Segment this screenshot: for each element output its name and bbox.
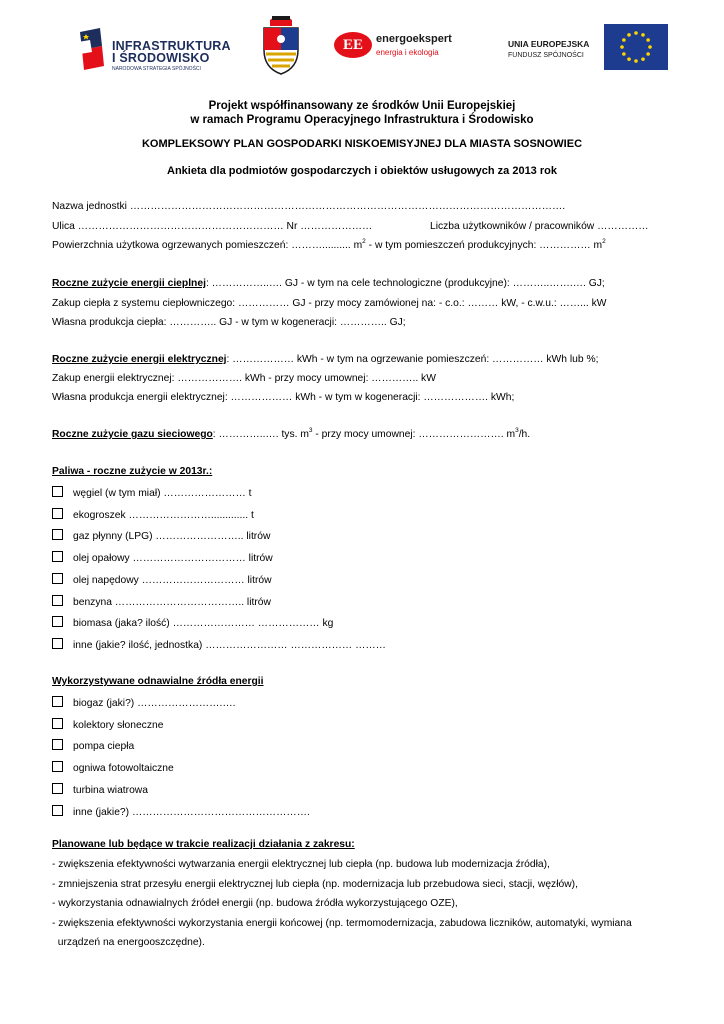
checkbox[interactable] (52, 718, 63, 729)
fuel-label: gaz płynny (LPG) …………………….. litrów (73, 531, 271, 543)
checkbox[interactable] (52, 508, 63, 519)
renewables-heading: Wykorzystywane odnawialne źródła energii (52, 676, 264, 687)
electricity-label: Roczne zużycie energii elektrycznej (52, 354, 227, 365)
fuel-label: benzyna ……………………………….. litrów (73, 596, 271, 608)
renewable-source-label: biogaz (jaki?) …………………….…. (73, 698, 236, 709)
energoekspert-tagline: energia i ekologia (376, 48, 439, 57)
heat-consumption-field[interactable]: Roczne zużycie energii cieplnej: ……………..…. GJ - w tym na cele technologiczne (produkcyjne): ………..…….…. GJ; (52, 278, 605, 289)
survey-title: Ankieta dla podmiotów gospodarczych i obiektów usługowych za 2013 rok (167, 165, 557, 177)
fuel-item[interactable] (52, 529, 270, 543)
eu-star (634, 59, 638, 63)
fuel-label: olej opałowy …………………………… litrów (73, 553, 273, 565)
fuel-item[interactable] (52, 551, 273, 565)
planned-actions-heading: Planowane lub będące w trakcie realizacji działania z zakresu: (52, 839, 355, 850)
checkbox[interactable] (52, 551, 63, 562)
checkbox[interactable] (52, 739, 63, 750)
eu-star (646, 38, 650, 42)
planned-action-label: - wykorzystania odnawialnych źródeł energii (np. budowa źródła wykorzystującego OZE), (52, 898, 458, 909)
infrastruktura-title: INFRASTRUKTURA I ŚRODOWISKO (112, 39, 231, 65)
energoekspert-mark: EE (334, 32, 372, 58)
checkbox[interactable] (52, 595, 63, 606)
heated-area-field[interactable]: Powierzchnia użytkowa ogrzewanych pomieszczeń: ……….......... $m^2$ - w tym pomieszczeń produkcyjnych: …………… $m^2$ (52, 238, 606, 251)
checkbox[interactable] (52, 486, 63, 497)
renewable-source-item[interactable] (52, 696, 236, 710)
fuel-item[interactable] (52, 573, 272, 587)
eu-flag-icon (604, 24, 668, 70)
renewable-source-label: inne (jakie?) ……………………………………………. (73, 806, 310, 818)
checkbox[interactable] (52, 761, 63, 772)
heat-own-production-field[interactable]: Własna produkcja ciepła: ………….. GJ - w tym w kogeneracji: ………….. GJ; (52, 317, 406, 328)
renewable-source-item[interactable] (52, 783, 148, 797)
eu-star (648, 45, 652, 49)
eu-star (641, 57, 645, 61)
checkbox[interactable] (52, 696, 63, 707)
planned-action-label: - zmniejszenia strat przesyłu energii elektrycznej lub ciepła (np. modernizacja lub przebudowa sieci, stacji, węzłów), (52, 878, 578, 890)
renewable-source-item[interactable] (52, 739, 134, 753)
eu-star (641, 33, 645, 37)
fuel-item[interactable] (52, 616, 333, 630)
infrastruktura-subtitle: NARODOWA STRATEGIA SPÓJNOŚCI (112, 66, 201, 72)
cofinancing-statement: Projekt współfinansowany ze środków Unii Europejskiej w ramach Programu Operacyjnego Infrastruktura i Środowisko (190, 100, 534, 126)
planned-action-item (52, 898, 458, 910)
eu-star (627, 33, 631, 37)
fuel-item[interactable] (52, 486, 252, 500)
users-count-field[interactable]: Liczba użytkowników / pracowników …………… (430, 221, 649, 232)
planned-action-label: urządzeń na energooszczędne). (52, 937, 205, 948)
eu-fund-name: FUNDUSZ SPÓJNOŚCI (508, 52, 584, 59)
planned-action-label: - zwiększenia efektywności wykorzystania energii końcowej (np. termomodernizacja, zabudowa liczników, automatyki, wymiana (52, 917, 632, 929)
street-field[interactable]: Ulica …………………………………………………… Nr ………………… (52, 221, 373, 232)
renewable-source-label: ogniwa fotowoltaiczne (73, 763, 174, 775)
eu-star (646, 52, 650, 56)
heat-purchase-field[interactable]: Zakup ciepła z systemu ciepłowniczego: …………… GJ - przy mocy zamówionej na: - c.o.: ……… kW, - c.w.u.: ……... kW (52, 298, 607, 309)
renewable-source-label: pompa ciepła (73, 741, 135, 753)
checkbox[interactable] (52, 805, 63, 816)
fuels-heading: Paliwa - roczne zużycie w 2013r.: (52, 466, 213, 477)
fuel-item[interactable] (52, 508, 254, 522)
planned-action-label: - zwiększenia efektywności wytwarzania energii elektrycznej lub ciepła (np. budowa lub modernizacja źródła), (52, 859, 550, 870)
electricity-consumption-field[interactable]: Roczne zużycie energii elektrycznej: ……………… kWh - w tym na ogrzewanie pomieszczeń: …………… kWh lub %; (52, 354, 599, 365)
fuel-label: inne (jakie? ilość, jednostka) …………………… ……………… ……… (73, 639, 386, 651)
fuel-label: węgiel (w tym miał) …………………… t (73, 488, 252, 499)
unit-name-field[interactable]: Nazwa jednostki ………………………………………………………………………………………………………………. (52, 201, 566, 212)
eu-star (622, 52, 626, 56)
renewable-source-item[interactable] (52, 805, 310, 819)
heat-label: Roczne zużycie energii cieplnej (52, 278, 206, 289)
eu-star (627, 57, 631, 61)
sosnowiec-crest-icon (262, 14, 300, 76)
gas-consumption-field[interactable]: Roczne zużycie gazu sieciowego: …………..…. tys. $m^3$ - przy mocy umownej: ……………………. $m^3/h$. (52, 427, 531, 440)
eu-star (620, 45, 624, 49)
planned-action-item (52, 859, 550, 871)
fuel-item[interactable] (52, 638, 386, 652)
fuel-label: biomasa (jaka? ilość) …………………… ……………… kg (73, 618, 334, 630)
renewable-source-item[interactable] (52, 761, 174, 775)
renewable-source-item[interactable] (52, 718, 163, 732)
checkbox[interactable] (52, 638, 63, 649)
checkbox[interactable] (52, 529, 63, 540)
planned-action-item (52, 937, 205, 949)
planned-action-item (52, 879, 578, 891)
eu-fund-logo (498, 24, 668, 80)
gas-label: Roczne zużycie gazu sieciowego (52, 429, 213, 440)
infrastruktura-logo (76, 26, 246, 78)
electricity-own-production-field[interactable]: Własna produkcja energii elektrycznej: ……………… kWh - w tym w kogeneracji: ………………. kWh; (52, 392, 515, 403)
plan-title: KOMPLEKSOWY PLAN GOSPODARKI NISKOEMISYJNEJ DLA MIASTA SOSNOWIEC (141, 138, 583, 150)
fuel-item[interactable] (52, 595, 271, 609)
checkbox[interactable] (52, 616, 63, 627)
eu-title: UNIA EUROPEJSKA (508, 39, 590, 49)
checkbox[interactable] (52, 783, 63, 794)
fuel-label: olej napędowy ………………………… litrów (73, 574, 272, 586)
energoekspert-logo (334, 30, 464, 62)
renewable-source-label: turbina wiatrowa (73, 784, 148, 796)
renewable-source-label: kolektory słoneczne (73, 719, 164, 731)
infrastruktura-flag-icon (76, 26, 108, 72)
eu-star (622, 38, 626, 42)
energoekspert-name: energoekspert (376, 33, 452, 45)
checkbox[interactable] (52, 573, 63, 584)
planned-action-item (52, 918, 632, 930)
fuel-label: ekogroszek ……………………............. t (73, 509, 254, 521)
electricity-purchase-field[interactable]: Zakup energii elektrycznej: ………………. kWh - przy mocy umownej: ………….. kW (52, 373, 436, 384)
eu-star (634, 31, 638, 35)
logo-bar (0, 0, 724, 90)
